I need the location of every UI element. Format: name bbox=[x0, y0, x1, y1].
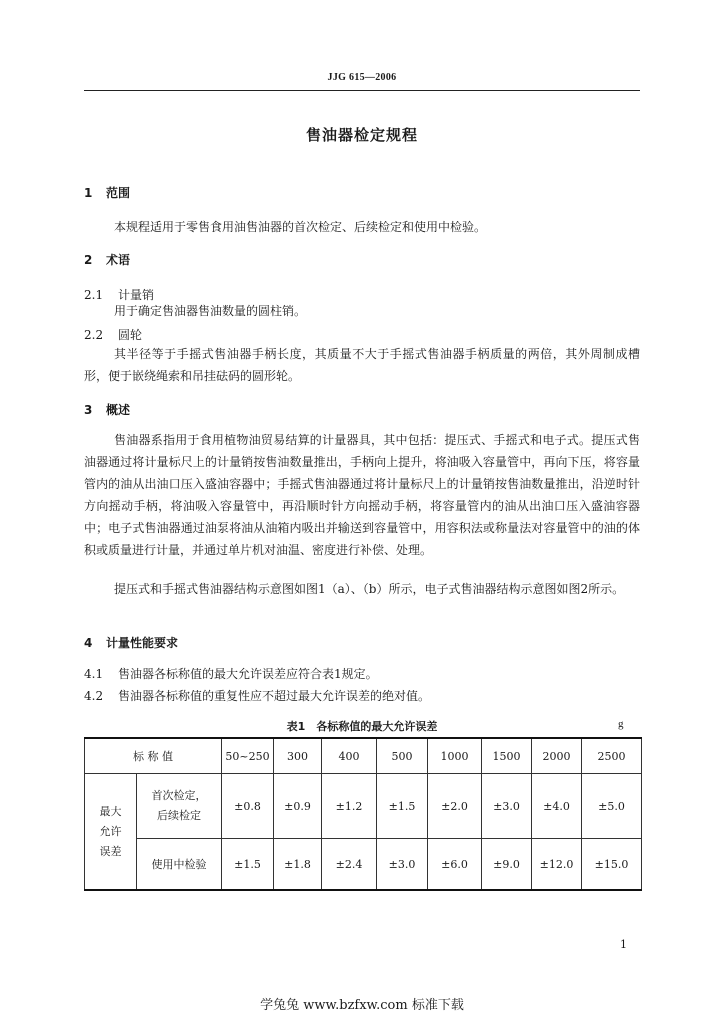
term-2-2-heading bbox=[84, 326, 142, 343]
table-cell: ±0.9 bbox=[274, 774, 322, 839]
section-number: 2 bbox=[84, 253, 93, 267]
table-unit: g bbox=[618, 718, 624, 730]
section-3-paragraph-1: 售油器系指用于食用植物油贸易结算的计量器具，其中包括：提压式、手摇式和电子式。提压式售油器通过将计量标尺上的计量销按售油数量推出，手柄向上提升，将油吸入容量管中，再向下压，将容量管内的油从出油口压入盛油容器中；手摇式售油器通过将计量标尺上的计量销按售油数量推出，沿逆时针方向摇动手柄，将油吸入容量管中，再沿顺时针方向摇动手柄，将容量管内的油从出油口压入盛油容器中；电子式售油器通过油泵将油从油箱内吸出并输送到容量管中，用容积法或称量法对容量管中的油的体积或质量进行计量，并通过单片机对油温、密度进行补偿、处理。 bbox=[84, 433, 640, 557]
table-cell: ±4.0 bbox=[532, 774, 582, 839]
section-2-heading bbox=[84, 251, 130, 268]
term-title: 计量销 bbox=[118, 288, 155, 302]
section-1-heading bbox=[84, 184, 130, 201]
section-3-paragraph-2: 提压式和手摇式售油器结构示意图如图1（a）、（b）所示，电子式售油器结构示意图如图2所示。 bbox=[114, 582, 625, 596]
term-2-2-text: 其半径等于手摇式售油器手柄长度，其质量不大于手摇式售油器手柄质量的两倍，其外周制成槽形，便于嵌绕绳索和吊挂砝码的圆形轮。 bbox=[84, 347, 640, 383]
section-4-heading bbox=[84, 634, 178, 651]
table-cell: ±1.2 bbox=[322, 774, 377, 839]
term-number: 2.1 bbox=[84, 288, 104, 302]
clause-4-1 bbox=[84, 665, 378, 682]
running-header: JJG 615—2006 bbox=[327, 72, 397, 83]
row-label: 首次检定， 后续检定 bbox=[137, 774, 222, 839]
clause-4-2 bbox=[84, 687, 430, 704]
term-title: 圆轮 bbox=[118, 328, 143, 342]
section-number: 3 bbox=[84, 403, 93, 417]
column-header: 2000 bbox=[532, 738, 582, 774]
section-title: 范围 bbox=[106, 186, 131, 200]
error-table bbox=[84, 737, 642, 891]
clause-text: 售油器各标称值的重复性应不超过最大允许误差的绝对值。 bbox=[118, 689, 431, 703]
table-cell: ±0.8 bbox=[222, 774, 274, 839]
section-title: 计量性能要求 bbox=[106, 636, 179, 650]
table-cell: ±2.0 bbox=[428, 774, 482, 839]
column-header: 2500 bbox=[582, 738, 642, 774]
table-row bbox=[85, 774, 642, 839]
column-header: 50~250 bbox=[222, 738, 274, 774]
section-title: 概述 bbox=[106, 403, 131, 417]
table-cell: ±12.0 bbox=[532, 839, 582, 891]
column-header: 500 bbox=[377, 738, 428, 774]
table-cell: ±3.0 bbox=[377, 839, 428, 891]
section-number: 1 bbox=[84, 186, 93, 200]
column-header: 1000 bbox=[428, 738, 482, 774]
clause-text: 售油器各标称值的最大允许误差应符合表1规定。 bbox=[118, 667, 378, 681]
section-title: 术语 bbox=[106, 253, 131, 267]
section-1-text: 本规程适用于零售食用油售油器的首次检定、后续检定和使用中检验。 bbox=[114, 220, 487, 234]
header-rule bbox=[84, 90, 640, 91]
table-cell: ±2.4 bbox=[322, 839, 377, 891]
section-number: 4 bbox=[84, 636, 93, 650]
nominal-value-header: 标 称 值 bbox=[85, 738, 222, 774]
term-2-1-text: 用于确定售油器售油数量的圆柱销。 bbox=[114, 304, 307, 318]
table-caption: 表1 各标称值的最大允许误差 bbox=[286, 720, 438, 733]
section-3-heading bbox=[84, 401, 130, 418]
site-watermark-footer[interactable]: 学兔兔 www.bzfxw.com 标准下载 bbox=[260, 998, 464, 1013]
column-header: 400 bbox=[322, 738, 377, 774]
term-number: 2.2 bbox=[84, 328, 104, 342]
table-cell: ±1.8 bbox=[274, 839, 322, 891]
row-label: 使用中检验 bbox=[137, 839, 222, 891]
table-cell: ±5.0 bbox=[582, 774, 642, 839]
table-cell: ±9.0 bbox=[482, 839, 532, 891]
table-cell: ±15.0 bbox=[582, 839, 642, 891]
table-cell: ±3.0 bbox=[482, 774, 532, 839]
clause-number: 4.2 bbox=[84, 689, 104, 703]
table-cell: ±1.5 bbox=[377, 774, 428, 839]
table-header-row bbox=[85, 738, 642, 774]
table-cell: ±1.5 bbox=[222, 839, 274, 891]
column-header: 1500 bbox=[482, 738, 532, 774]
table-cell: ±6.0 bbox=[428, 839, 482, 891]
page-number: 1 bbox=[620, 938, 627, 951]
max-permissible-error-label: 最大 允许 误差 bbox=[85, 774, 137, 891]
table-row bbox=[85, 839, 642, 891]
clause-number: 4.1 bbox=[84, 667, 104, 681]
column-header: 300 bbox=[274, 738, 322, 774]
document-title: 售油器检定规程 bbox=[305, 126, 418, 144]
